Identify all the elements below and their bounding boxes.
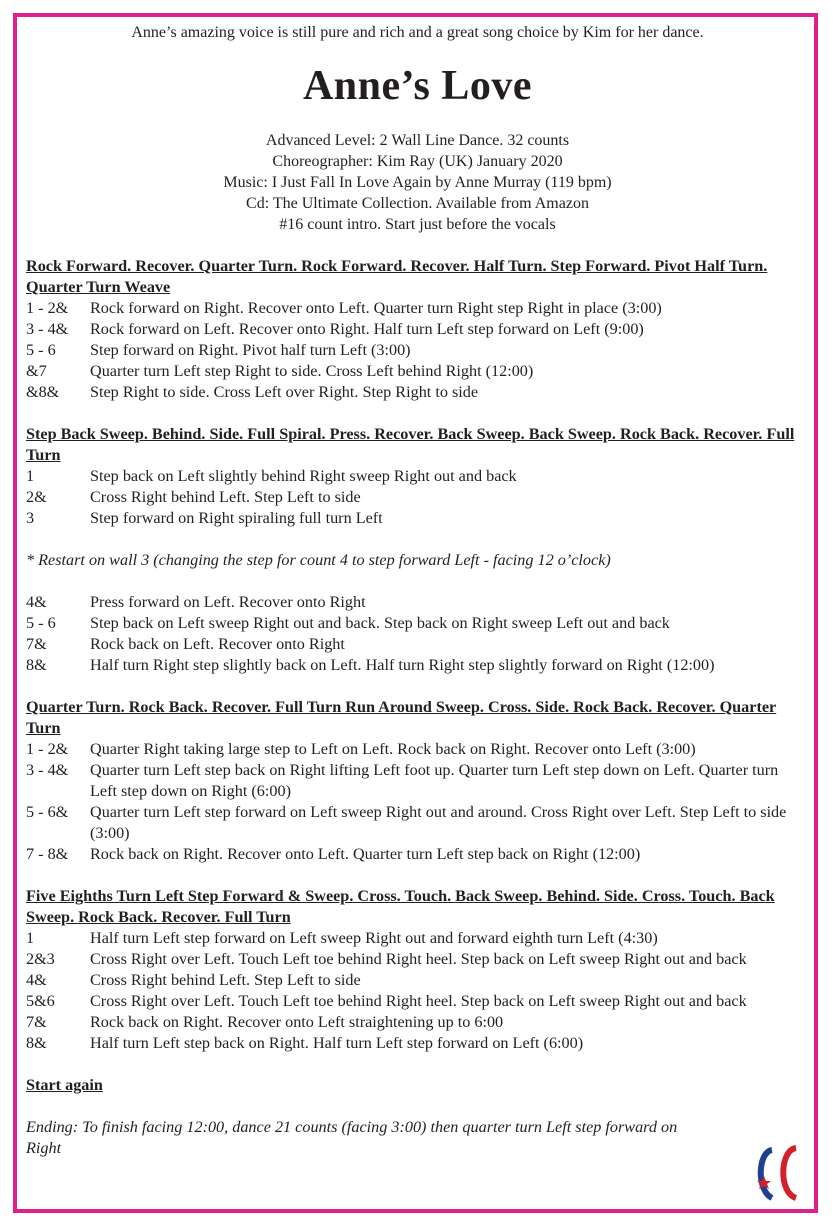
step-count: 7& bbox=[26, 1013, 47, 1031]
step-count: 1 bbox=[26, 467, 35, 485]
section-title: Five Eighths Turn Left Step Forward & Sweep. Cross. Touch. Back Sweep. Behind. Side. Cross. Touch. Back Sweep. Rock Back. Recover. Full Turn bbox=[26, 887, 775, 926]
step-count: 8& bbox=[26, 656, 47, 674]
step-row bbox=[26, 802, 806, 844]
step-count: 7& bbox=[26, 635, 47, 653]
step-count: 7 - 8& bbox=[26, 845, 69, 863]
step-row bbox=[26, 298, 806, 319]
step-description: Rock back on Right. Recover onto Left straightening up to 6:00 bbox=[90, 1013, 504, 1031]
step-description: Cross Right behind Left. Step Left to side bbox=[90, 488, 361, 506]
step-count: 5 - 6 bbox=[26, 341, 56, 359]
step-count: 1 - 2& bbox=[26, 299, 69, 317]
step-row bbox=[26, 340, 806, 361]
step-row bbox=[26, 970, 806, 991]
step-description: Rock back on Right. Recover onto Left. Quarter turn Left step back on Right (12:00) bbox=[90, 845, 641, 863]
step-row bbox=[26, 949, 806, 970]
step-row bbox=[26, 508, 806, 529]
step-description: Half turn Left step back on Right. Half turn Left step forward on Left (6:00) bbox=[90, 1034, 584, 1052]
start-again-label: Start again bbox=[26, 1076, 103, 1094]
step-description: Rock forward on Right. Recover onto Left. Quarter turn Right step Right in place (3:00) bbox=[90, 299, 662, 317]
section-title: Rock Forward. Recover. Quarter Turn. Rock Forward. Recover. Half Turn. Step Forward. Pivot Half Turn. Quarter Turn Weave bbox=[26, 257, 768, 296]
step-row bbox=[26, 760, 806, 802]
step-row bbox=[26, 1012, 806, 1033]
step-description: Quarter Right taking large step to Left on Left. Rock back on Right. Recover onto Left (3:00) bbox=[90, 740, 696, 758]
step-row bbox=[26, 655, 806, 676]
section-4 bbox=[26, 886, 806, 1054]
music-line: Music: I Just Fall In Love Again by Anne Murray (119 bpm) bbox=[223, 174, 612, 191]
cc-logo-icon bbox=[750, 1140, 808, 1208]
step-description: Quarter turn Left step back on Right lifting Left foot up. Quarter turn Left step down on Left. Quarter turn Left step down on Right (6:00) bbox=[90, 761, 779, 800]
step-count: 3 - 4& bbox=[26, 761, 69, 779]
step-description: Cross Right behind Left. Step Left to side bbox=[90, 971, 361, 989]
step-description: Press forward on Left. Recover onto Right bbox=[90, 593, 366, 611]
step-count: 2& bbox=[26, 488, 47, 506]
choreographer-line: Choreographer: Kim Ray (UK) January 2020 bbox=[272, 153, 563, 170]
step-row bbox=[26, 592, 806, 613]
step-description: Cross Right over Left. Touch Left toe behind Right heel. Step back on Left sweep Right out and back bbox=[90, 950, 747, 968]
step-description: Step back on Left sweep Right out and back. Step back on Right sweep Left out and back bbox=[90, 614, 670, 632]
step-count: 5&6 bbox=[26, 992, 55, 1010]
step-row bbox=[26, 319, 806, 340]
step-count: 4& bbox=[26, 593, 47, 611]
step-description: Step forward on Right spiraling full turn Left bbox=[90, 509, 383, 527]
step-row bbox=[26, 1033, 806, 1054]
step-count: &8& bbox=[26, 383, 60, 401]
step-count: 3 bbox=[26, 509, 35, 527]
step-description: Rock forward on Left. Recover onto Right. Half turn Left step forward on Left (9:00) bbox=[90, 320, 644, 338]
section-title: Step Back Sweep. Behind. Side. Full Spiral. Press. Recover. Back Sweep. Back Sweep. Rock Back. Recover. Full Turn bbox=[26, 425, 795, 464]
step-row bbox=[26, 382, 806, 403]
step-count: 8& bbox=[26, 1034, 47, 1052]
step-description: Step back on Left slightly behind Right sweep Right out and back bbox=[90, 467, 517, 485]
step-row bbox=[26, 844, 806, 865]
section-title: Quarter Turn. Rock Back. Recover. Full Turn Run Around Sweep. Cross. Side. Rock Back. Recover. Quarter Turn bbox=[26, 698, 777, 737]
section-1 bbox=[26, 256, 806, 403]
step-row bbox=[26, 613, 806, 634]
step-count: 1 - 2& bbox=[26, 740, 69, 758]
step-description: Quarter turn Left step Right to side. Cross Left behind Right (12:00) bbox=[90, 362, 534, 380]
step-count: 5 - 6& bbox=[26, 803, 69, 821]
step-description: Half turn Left step forward on Left sweep Right out and forward eighth turn Left (4:30) bbox=[90, 929, 658, 947]
step-row bbox=[26, 739, 806, 760]
step-description: Cross Right over Left. Touch Left toe behind Right heel. Step back on Left sweep Right out and back bbox=[90, 992, 747, 1010]
step-sheet bbox=[26, 256, 806, 1159]
ending-note: Ending: To finish facing 12:00, dance 21 counts (facing 3:00) then quarter turn Left step forward on Right bbox=[26, 1118, 678, 1157]
step-row bbox=[26, 634, 806, 655]
section-3 bbox=[26, 697, 806, 865]
step-row bbox=[26, 361, 806, 382]
step-count: 2&3 bbox=[26, 950, 55, 968]
restart-note: * Restart on wall 3 (changing the step for count 4 to step forward Left - facing 12 o’clock) bbox=[26, 551, 611, 569]
intro-count-line: #16 count intro. Start just before the vocals bbox=[279, 216, 556, 233]
step-count: &7 bbox=[26, 362, 47, 380]
step-count: 4& bbox=[26, 971, 47, 989]
cd-line: Cd: The Ultimate Collection. Available from Amazon bbox=[246, 195, 589, 212]
step-row bbox=[26, 487, 806, 508]
step-description: Step forward on Right. Pivot half turn Left (3:00) bbox=[90, 341, 411, 359]
step-row bbox=[26, 928, 806, 949]
step-description: Rock back on Left. Recover onto Right bbox=[90, 635, 345, 653]
dance-info bbox=[0, 130, 835, 235]
step-description: Half turn Right step slightly back on Left. Half turn Right step slightly forward on Right (12:00) bbox=[90, 656, 715, 674]
step-description: Quarter turn Left step forward on Left sweep Right out and around. Cross Right over Left. Step Left to side (3:00) bbox=[90, 803, 787, 842]
step-row bbox=[26, 991, 806, 1012]
step-count: 5 - 6 bbox=[26, 614, 56, 632]
intro-text: Anne’s amazing voice is still pure and rich and a great song choice by Kim for her dance. bbox=[131, 24, 704, 41]
step-row bbox=[26, 466, 806, 487]
step-count: 1 bbox=[26, 929, 35, 947]
dance-title: Anne’s Love bbox=[302, 63, 533, 109]
section-2 bbox=[26, 424, 806, 676]
level-line: Advanced Level: 2 Wall Line Dance. 32 counts bbox=[265, 132, 570, 149]
step-count: 3 - 4& bbox=[26, 320, 69, 338]
step-description: Step Right to side. Cross Left over Right. Step Right to side bbox=[90, 383, 479, 401]
